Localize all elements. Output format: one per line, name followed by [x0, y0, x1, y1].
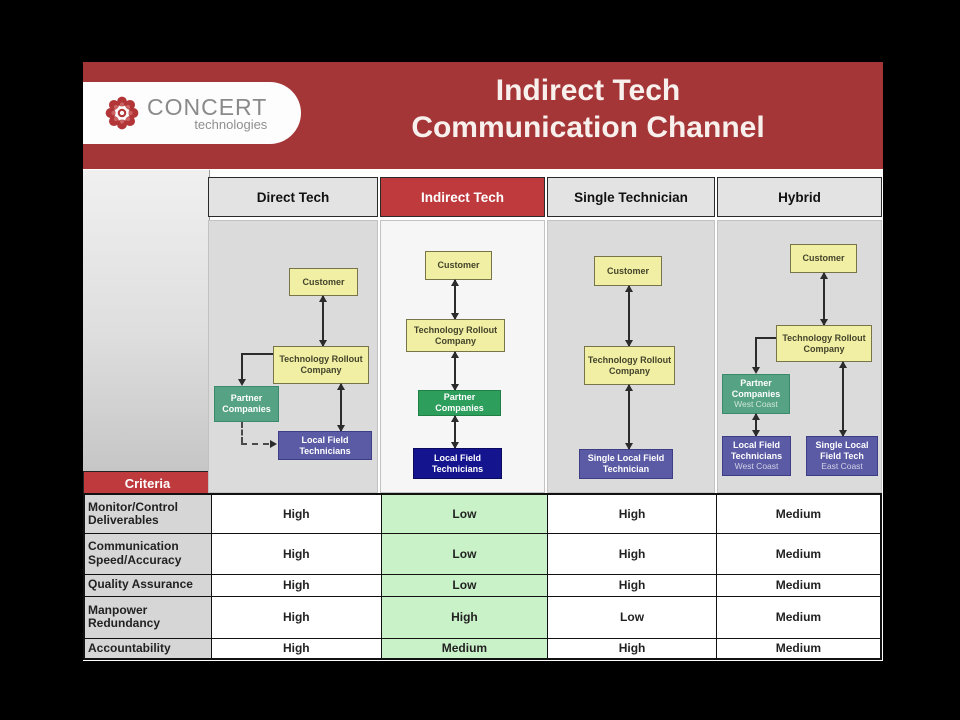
- double-arrow: [454, 352, 456, 390]
- hybrid-field-west-box: [722, 436, 791, 476]
- table-cell: Low: [381, 533, 548, 574]
- elbow-connector: [241, 353, 243, 380]
- double-arrow: [628, 286, 630, 346]
- double-arrow: [842, 362, 844, 436]
- direct-rollout-box: Technology Rollout Company: [273, 346, 369, 384]
- slide-title-line1: Indirect Tech: [495, 74, 681, 107]
- hybrid-field-east-box: [806, 436, 878, 476]
- elbow-connector: [241, 353, 273, 355]
- criteria-row-label: Quality Assurance: [84, 574, 211, 596]
- table-cell: Medium: [716, 533, 881, 574]
- slide-title-line2: Communication Channel: [411, 111, 765, 144]
- box-sublabel: West Coast: [734, 460, 779, 471]
- elbow-connector: [755, 337, 757, 367]
- left-panel: [83, 170, 210, 471]
- double-arrow: [340, 384, 342, 431]
- double-arrow: [628, 385, 630, 449]
- table-cell: Low: [381, 494, 548, 533]
- indirect-rollout-box: Technology Rollout Company: [406, 319, 505, 352]
- hybrid-rollout-box: Technology Rollout Company: [776, 325, 872, 362]
- box-label: Local Field Technicians: [730, 440, 783, 462]
- table-cell: Medium: [716, 494, 881, 533]
- criteria-row-label: Manpower Redundancy: [84, 596, 211, 638]
- double-arrow: [322, 296, 324, 346]
- dashed-connector: [241, 422, 243, 443]
- table-row: [84, 596, 881, 638]
- box-label: Partner Companies: [731, 378, 781, 400]
- double-arrow: [454, 280, 456, 319]
- table-cell: Medium: [381, 638, 548, 659]
- table-cell: High: [548, 533, 717, 574]
- single-customer-box: Customer: [594, 256, 662, 286]
- column-header-single-technician: Single Technician: [547, 177, 715, 217]
- direct-partner-box: Partner Companies: [214, 386, 279, 422]
- slide-title: [301, 72, 875, 146]
- table-cell: High: [548, 494, 717, 533]
- table-cell: High: [211, 533, 381, 574]
- elbow-connector: [755, 337, 776, 339]
- single-field-box: Single Local Field Technician: [579, 449, 673, 479]
- table-cell: Low: [381, 574, 548, 596]
- table-cell: Medium: [716, 596, 881, 638]
- table-row: [84, 574, 881, 596]
- table-cell: High: [211, 638, 381, 659]
- table-row: [84, 638, 881, 659]
- box-label: Single Local Field Tech: [815, 440, 869, 462]
- diagram-direct-tech: [208, 220, 378, 493]
- criteria-table: [83, 493, 882, 660]
- criteria-header: Criteria: [83, 471, 212, 495]
- diagram-hybrid: [717, 220, 882, 493]
- logo-name: CONCERT: [147, 93, 268, 120]
- table-cell: High: [548, 638, 717, 659]
- criteria-row-label: Accountability: [84, 638, 211, 659]
- arrowhead-down-icon: [238, 379, 246, 386]
- indirect-partner-box: Partner Companies: [418, 390, 501, 416]
- box-sublabel: East Coast: [821, 460, 863, 471]
- double-arrow: [755, 414, 757, 436]
- double-arrow: [454, 416, 456, 448]
- arrowhead-down-icon: [752, 367, 760, 374]
- diagram-single-technician: [547, 220, 715, 493]
- hybrid-customer-box: Customer: [790, 244, 857, 273]
- column-header-direct-tech: Direct Tech: [208, 177, 378, 217]
- arrowhead-right-icon: [270, 440, 277, 448]
- table-row: [84, 533, 881, 574]
- single-rollout-box: Technology Rollout Company: [584, 346, 675, 385]
- presentation-slide: [83, 62, 883, 661]
- table-cell: High: [211, 596, 381, 638]
- hybrid-partner-box: [722, 374, 790, 414]
- table-cell: High: [211, 494, 381, 533]
- indirect-customer-box: Customer: [425, 251, 492, 280]
- diagram-indirect-tech: [380, 220, 545, 493]
- table-cell: Medium: [716, 638, 881, 659]
- header-band: [83, 62, 883, 169]
- dashed-connector: [241, 443, 269, 445]
- double-arrow: [823, 273, 825, 325]
- criteria-row-label: Communication Speed/Accuracy: [84, 533, 211, 574]
- table-cell: Low: [548, 596, 717, 638]
- table-cell: High: [548, 574, 717, 596]
- direct-field-box: Local Field Technicians: [278, 431, 372, 460]
- indirect-field-box: Local Field Technicians: [413, 448, 502, 479]
- concert-flower-icon: [103, 94, 141, 132]
- concert-logo: [83, 82, 301, 144]
- box-sublabel: West Coast: [734, 398, 778, 409]
- table-cell: Medium: [716, 574, 881, 596]
- column-header-hybrid: Hybrid: [717, 177, 882, 217]
- table-cell: High: [381, 596, 548, 638]
- logo-subtitle: technologies: [194, 116, 268, 132]
- table-row: [84, 494, 881, 533]
- criteria-row-label: Monitor/Control Deliverables: [84, 494, 211, 533]
- logo-text: [147, 93, 268, 132]
- direct-customer-box: Customer: [289, 268, 358, 296]
- column-header-indirect-tech: Indirect Tech: [380, 177, 545, 217]
- table-cell: High: [211, 574, 381, 596]
